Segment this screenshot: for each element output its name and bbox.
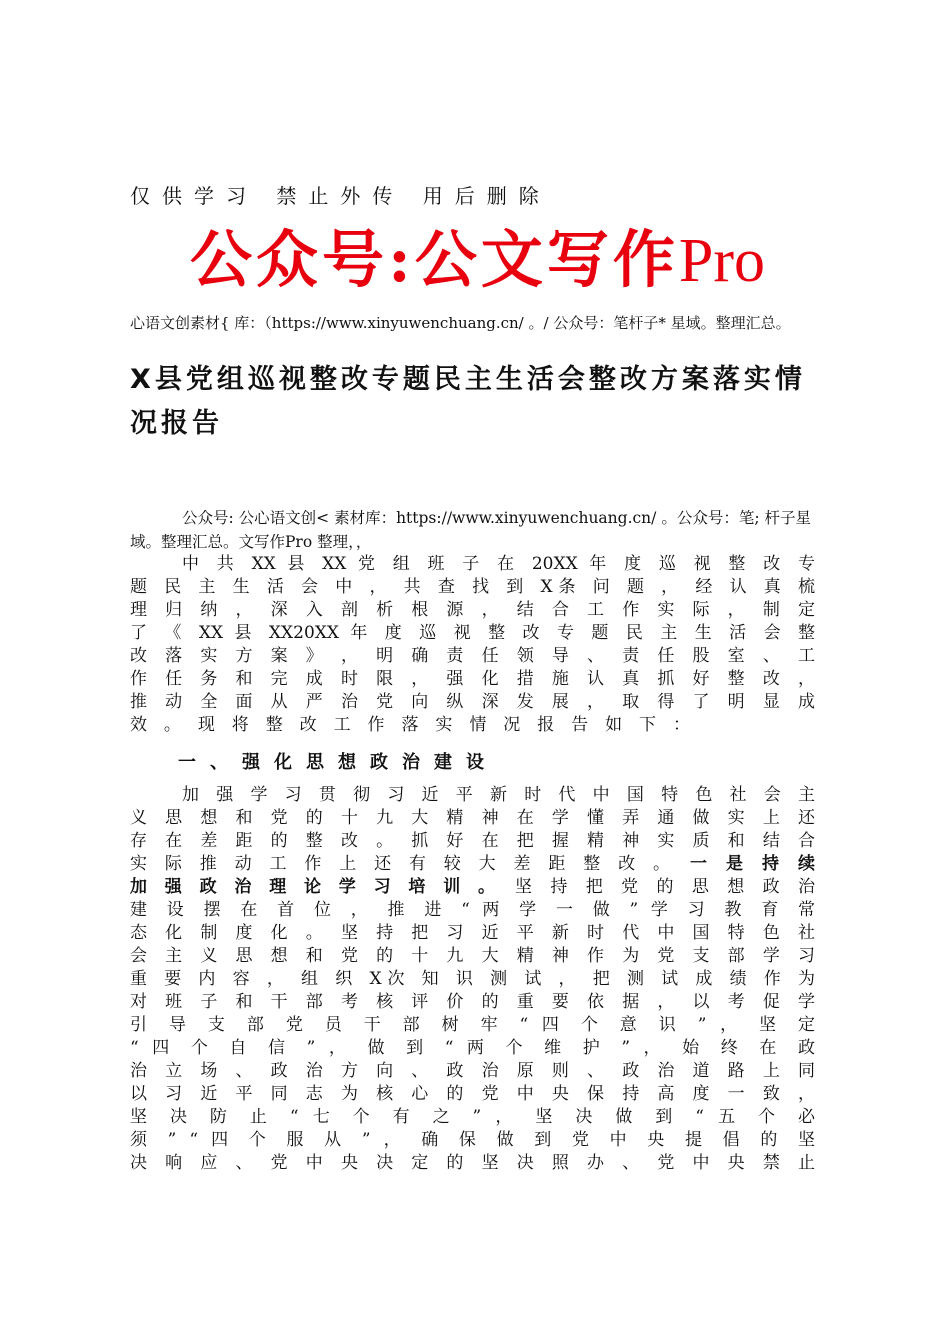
section-heading-1: 一、强化思想政治建设 xyxy=(178,752,498,773)
text-line: 存 在 差 距 的 整 改 。 抓 好 在 把 握 精 神 实 质 和 结 合 xyxy=(130,831,815,851)
text-line: 治 立 场 、 政 治 方 向 、 政 治 原 则 、 政 治 道 路 上 同 xyxy=(130,1061,815,1081)
text-line: 引 导 支 部 党 员 干 部 树 牢 “ 四 个 意 识 ” ， 坚 定 xyxy=(130,1015,815,1035)
text-line: 改 落 实 方 案 》 ， 明 确 责 任 领 导 、 责 任 股 室 、 工 xyxy=(130,646,815,666)
brand-banner xyxy=(190,222,765,299)
usage-notice: 仅供学习 禁止外传 用后删除 xyxy=(130,184,551,208)
text-line: 态 化 制 度 化 。 坚 持 把 习 近 平 新 时 代 中 国 特 色 社 xyxy=(130,923,815,943)
paragraph-1 xyxy=(130,553,815,737)
text-line: 题 民 主 生 活 会 中 ， 共 查 找 到 X条 问 题 ， 经 认 真 梳 xyxy=(130,577,815,597)
text-line: 以 习 近 平 同 志 为 核 心 的 党 中 央 保 持 高 度 一 致 ， xyxy=(130,1084,815,1104)
text-line: 理 归 纳 ， 深 入 剖 析 根 源 ， 结 合 工 作 实 际 ， 制 定 xyxy=(130,600,815,620)
bold-lead-b: 加 强 政 治 理 论 学 习 培 训 。 xyxy=(130,877,495,897)
text-line: 须 ” “ 四 个 服 从 ” ， 确 保 做 到 党 中 央 提 倡 的 坚 xyxy=(130,1130,815,1150)
text-line: 义 思 想 和 党 的 十 九 大 精 神 在 学 懂 弄 通 做 实 上 还 xyxy=(130,808,815,828)
text-line: 坚 决 防 止 “ 七 个 有 之 ” ， 坚 决 做 到 “ 五 个 必 xyxy=(130,1107,815,1127)
text-line: 效 。 现 将 整 改 工 作 落 实 情 况 报 告 如 下 ： xyxy=(130,715,690,735)
text-line: 作 任 务 和 完 成 时 限 ， 强 化 措 施 认 真 抓 好 整 改 ， xyxy=(130,669,815,689)
brand-suffix: Pro xyxy=(678,227,766,295)
text-line: 推 动 全 面 从 严 治 党 向 纵 深 发 展 ， 取 得 了 明 显 成 xyxy=(130,692,815,712)
text-line: 了 《 XX 县 XX20XX 年 度 巡 视 整 改 专 题 民 主 生 活 会 整 xyxy=(130,623,815,643)
text-line: 对 班 子 和 干 部 考 核 评 价 的 重 要 依 据 ， 以 考 促 学 xyxy=(130,992,815,1012)
text-line: 中 共 XX 县 XX 党 组 班 子 在 20XX 年 度 巡 视 整 改 专 xyxy=(182,554,815,574)
text-line: 实 际 推 动 工 作 上 还 有 较 大 差 距 整 改 。 一 是 持 续 xyxy=(130,854,815,874)
text-line: 加 强 政 治 理 论 学 习 培 训 。 坚 持 把 党 的 思 想 政 治 xyxy=(130,877,815,897)
paragraph-2 xyxy=(130,784,815,1175)
text-line: 重 要 内 容 ， 组 织 X次 知 识 测 试 ， 把 测 试 成 绩 作 为 xyxy=(130,969,815,989)
text-line: “ 四 个 自 信 ” ， 做 到 “ 两 个 维 护 ” ， 始 终 在 政 xyxy=(130,1038,815,1058)
bold-lead-a: 一 是 持 续 xyxy=(690,854,815,874)
document-title: X县党组巡视整改专题民主生活会整改方案落实情况报告 xyxy=(130,364,806,439)
text-line: 加 强 学 习 贯 彻 习 近 平 新 时 代 中 国 特 色 社 会 主 xyxy=(182,785,815,805)
intro-paragraph: 公众号: 公心语文创< 素材库：https://www.xinyuwenchuang.cn/ 。公众号：笔; 杆子星域。整理汇总。文写作Pro 整理，， xyxy=(130,509,811,551)
source-line: 心语文创素材{ 库：（https://www.xinyuwenchuang.cn/ 。/ 公众号：笔杆子* 星域。整理汇总。 xyxy=(130,314,791,332)
brand-main: 公众号:公文写作 xyxy=(190,223,679,296)
text-line: 会 主 义 思 想 和 党 的 十 九 大 精 神 作 为 党 支 部 学 习 xyxy=(130,946,815,966)
text-line: 决 响 应 、 党 中 央 决 定 的 坚 决 照 办 、 党 中 央 禁 止 xyxy=(130,1153,815,1173)
text-line: 建 设 摆 在 首 位 ， 推 进 “ 两 学 一 做 ” 学 习 教 育 常 xyxy=(130,900,815,920)
